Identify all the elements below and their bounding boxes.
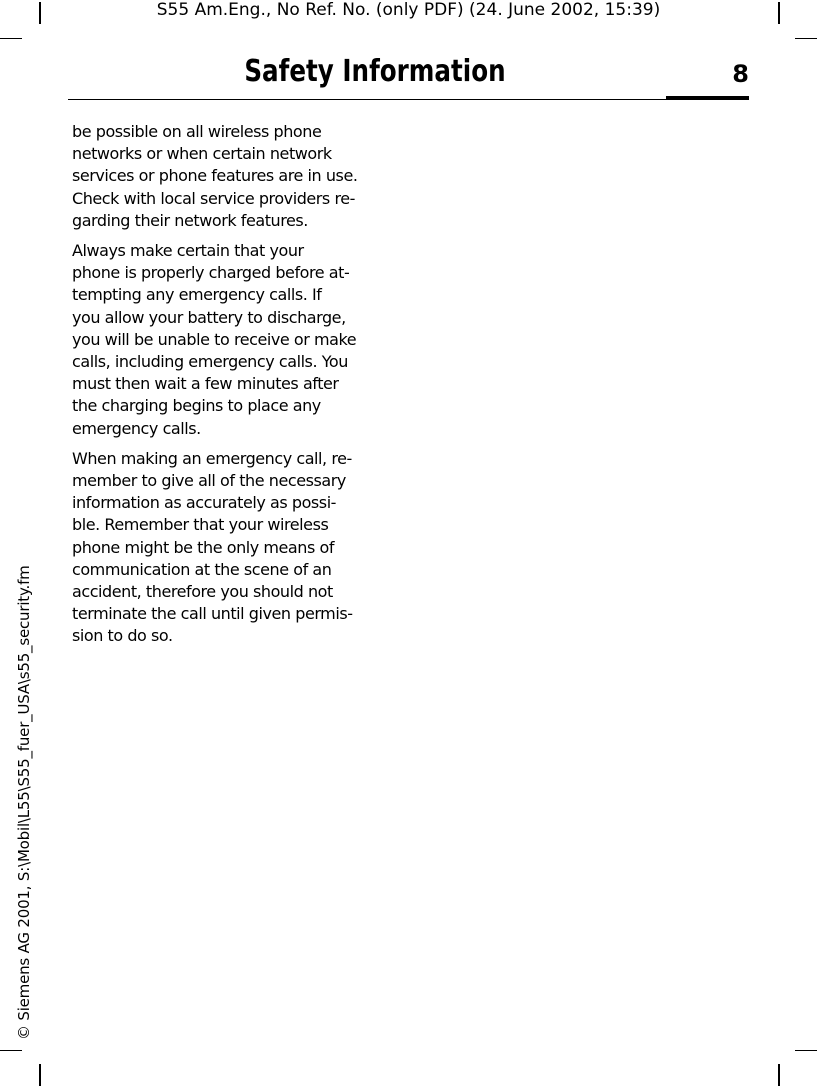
header-rule <box>68 99 668 100</box>
page-number: 8 <box>732 60 749 88</box>
text-line: communication at the scene of an <box>72 559 332 579</box>
body-text <box>72 121 394 656</box>
text-line: When making an emergency call, re- <box>72 448 352 468</box>
crop-mark-bottom-right-horizontal <box>795 1050 817 1051</box>
text-line: networks or when certain network <box>72 144 332 164</box>
text-line: member to give all of the necessary <box>72 471 346 491</box>
text-line: sion to do so. <box>72 626 173 646</box>
crop-mark-top-right-horizontal <box>795 38 817 39</box>
copyright-file-path: © Siemens AG 2001, S:\Mobil\L55\S55_fuer_USA\s55_security.fm <box>15 565 33 1040</box>
text-line: you allow your battery to discharge, <box>72 307 346 327</box>
crop-mark-bottom-left-vertical <box>39 1064 41 1086</box>
paragraph-2 <box>72 240 394 440</box>
crop-mark-bottom-right-vertical <box>778 1064 780 1086</box>
paragraph-1 <box>72 121 394 232</box>
text-line: the charging begins to place any <box>72 396 321 416</box>
page-number-rule <box>666 96 749 100</box>
text-line: phone might be the only means of <box>72 537 335 557</box>
text-line: information as accurately as possi- <box>72 493 337 513</box>
crop-mark-top-left-vertical <box>39 2 41 24</box>
paragraph-3 <box>72 448 394 648</box>
text-line: be possible on all wireless phone <box>72 122 322 141</box>
text-line: emergency calls. <box>72 418 201 438</box>
text-line: terminate the call until given permis- <box>72 604 353 624</box>
page-title: Safety Information <box>244 54 506 89</box>
text-line: phone is properly charged before at- <box>72 263 350 283</box>
text-line: must then wait a few minutes after <box>72 374 339 394</box>
text-line: ble. Remember that your wireless <box>72 515 329 535</box>
text-line: Check with local service providers re- <box>72 188 355 208</box>
text-line: you will be unable to receive or make <box>72 329 357 349</box>
crop-mark-bottom-left-horizontal <box>0 1050 22 1051</box>
running-header: S55 Am.Eng., No Ref. No. (only PDF) (24. June 2002, 15:39) <box>156 0 661 20</box>
text-line: garding their network features. <box>72 210 308 230</box>
text-line: services or phone features are in use. <box>72 166 358 186</box>
text-line: tempting any emergency calls. If <box>72 285 322 305</box>
crop-mark-top-right-vertical <box>778 2 780 24</box>
text-line: Always make certain that your <box>72 241 304 261</box>
crop-mark-top-left-horizontal <box>0 38 22 39</box>
text-line: calls, including emergency calls. You <box>72 352 348 372</box>
text-line: accident, therefore you should not <box>72 582 333 602</box>
